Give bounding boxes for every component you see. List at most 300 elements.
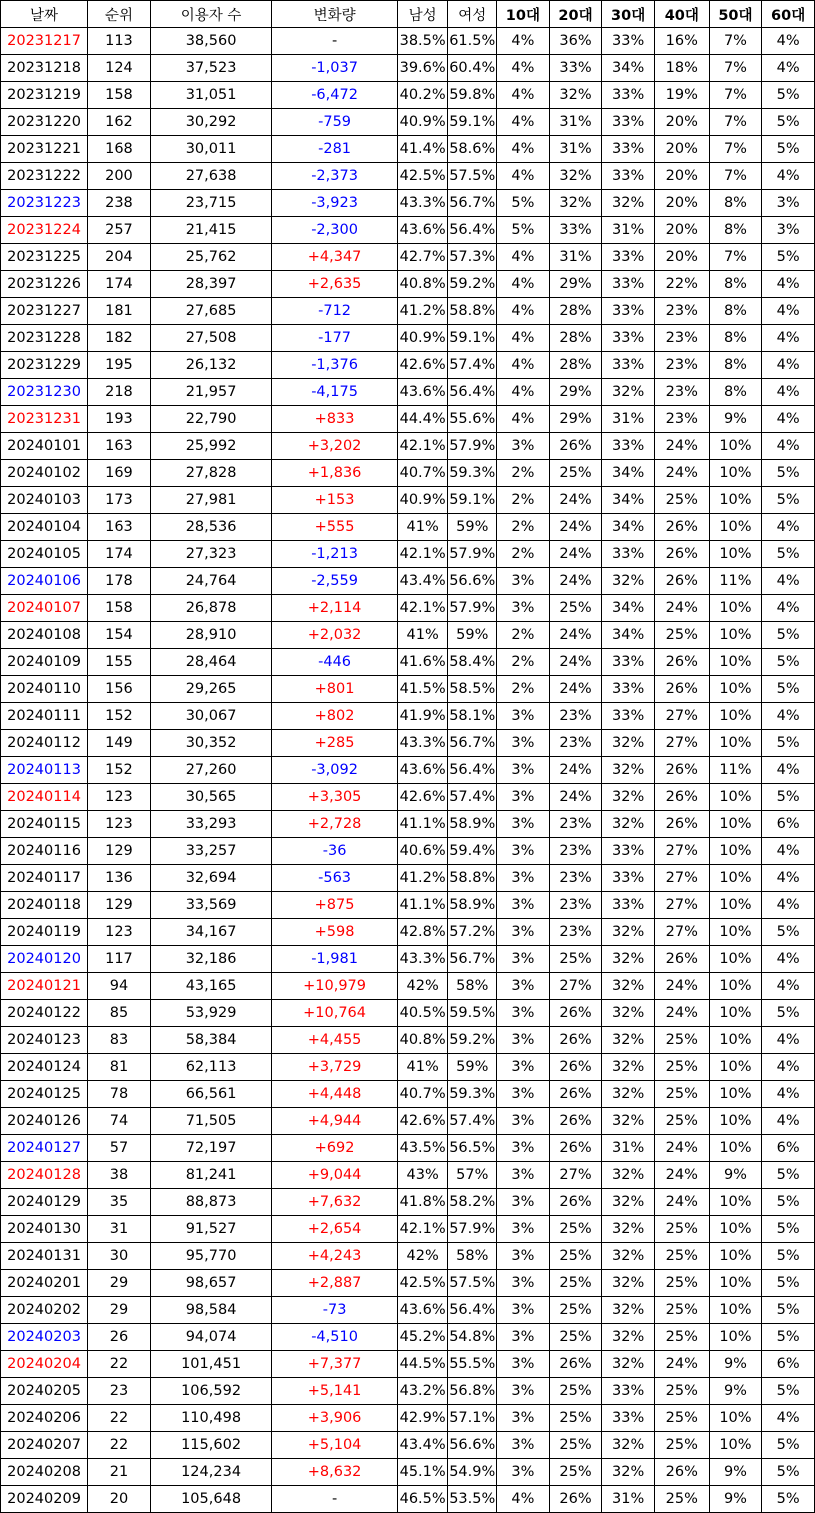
table-row	[1, 406, 815, 433]
users-cell: 30,565	[150, 784, 271, 811]
age-60s-cell: 5%	[762, 784, 815, 811]
change-cell: -759	[272, 109, 398, 136]
users-cell: 31,051	[150, 82, 271, 109]
table-row	[1, 1027, 815, 1054]
age-60s-cell: 3%	[762, 217, 815, 244]
age-10s-cell: 3%	[497, 1324, 550, 1351]
header-age-20s: 20대	[549, 1, 602, 28]
age-40s-cell: 24%	[654, 973, 709, 1000]
age-40s-cell: 22%	[654, 271, 709, 298]
change-cell: +2,887	[272, 1270, 398, 1297]
age-30s-cell: 32%	[602, 946, 655, 973]
male-cell: 40.9%	[397, 109, 448, 136]
age-30s-cell: 32%	[602, 1297, 655, 1324]
age-60s-cell: 4%	[762, 1108, 815, 1135]
age-40s-cell: 26%	[654, 514, 709, 541]
users-cell: 30,292	[150, 109, 271, 136]
female-cell: 59.2%	[448, 1027, 497, 1054]
age-20s-cell: 25%	[549, 946, 602, 973]
age-10s-cell: 4%	[497, 82, 550, 109]
age-50s-cell: 10%	[709, 1270, 762, 1297]
male-cell: 42.5%	[397, 163, 448, 190]
change-cell: -1,981	[272, 946, 398, 973]
male-cell: 42.6%	[397, 1108, 448, 1135]
female-cell: 59.1%	[448, 109, 497, 136]
female-cell: 59%	[448, 622, 497, 649]
age-10s-cell: 3%	[497, 1432, 550, 1459]
users-cell: 98,584	[150, 1297, 271, 1324]
male-cell: 43.6%	[397, 217, 448, 244]
male-cell: 43.4%	[397, 1432, 448, 1459]
male-cell: 45.2%	[397, 1324, 448, 1351]
change-cell: +2,032	[272, 622, 398, 649]
header-age-10s: 10대	[497, 1, 550, 28]
date-cell: 20240102	[1, 460, 88, 487]
age-10s-cell: 3%	[497, 1108, 550, 1135]
age-30s-cell: 32%	[602, 1027, 655, 1054]
date-cell: 20240105	[1, 541, 88, 568]
age-60s-cell: 4%	[762, 298, 815, 325]
age-50s-cell: 10%	[709, 730, 762, 757]
change-cell: +153	[272, 487, 398, 514]
date-cell: 20240107	[1, 595, 88, 622]
change-cell: +3,906	[272, 1405, 398, 1432]
table-row	[1, 433, 815, 460]
age-40s-cell: 27%	[654, 919, 709, 946]
age-40s-cell: 25%	[654, 1108, 709, 1135]
age-20s-cell: 23%	[549, 811, 602, 838]
age-50s-cell: 8%	[709, 298, 762, 325]
age-40s-cell: 20%	[654, 244, 709, 271]
date-cell: 20240205	[1, 1378, 88, 1405]
date-cell: 20231224	[1, 217, 88, 244]
age-20s-cell: 28%	[549, 325, 602, 352]
date-cell: 20240131	[1, 1243, 88, 1270]
table-row	[1, 82, 815, 109]
age-40s-cell: 23%	[654, 352, 709, 379]
male-cell: 40.9%	[397, 487, 448, 514]
age-30s-cell: 33%	[602, 136, 655, 163]
rank-cell: 78	[88, 1081, 151, 1108]
table-row	[1, 1189, 815, 1216]
age-60s-cell: 4%	[762, 703, 815, 730]
age-10s-cell: 3%	[497, 946, 550, 973]
age-20s-cell: 32%	[549, 82, 602, 109]
rank-cell: 94	[88, 973, 151, 1000]
table-row	[1, 649, 815, 676]
age-30s-cell: 32%	[602, 1189, 655, 1216]
age-60s-cell: 4%	[762, 973, 815, 1000]
female-cell: 57.3%	[448, 244, 497, 271]
age-50s-cell: 10%	[709, 1027, 762, 1054]
change-cell: +598	[272, 919, 398, 946]
age-20s-cell: 28%	[549, 352, 602, 379]
age-10s-cell: 2%	[497, 487, 550, 514]
rank-cell: 152	[88, 703, 151, 730]
table-row	[1, 973, 815, 1000]
age-20s-cell: 33%	[549, 55, 602, 82]
age-30s-cell: 32%	[602, 1000, 655, 1027]
date-cell: 20240206	[1, 1405, 88, 1432]
male-cell: 38.5%	[397, 28, 448, 55]
change-cell: +2,635	[272, 271, 398, 298]
users-cell: 33,569	[150, 892, 271, 919]
female-cell: 57%	[448, 1162, 497, 1189]
age-40s-cell: 25%	[654, 1378, 709, 1405]
users-cell: 28,397	[150, 271, 271, 298]
age-50s-cell: 10%	[709, 811, 762, 838]
age-60s-cell: 5%	[762, 541, 815, 568]
female-cell: 57.9%	[448, 541, 497, 568]
table-row	[1, 676, 815, 703]
rank-cell: 23	[88, 1378, 151, 1405]
table-row	[1, 703, 815, 730]
table-row	[1, 838, 815, 865]
age-10s-cell: 3%	[497, 811, 550, 838]
users-cell: 115,602	[150, 1432, 271, 1459]
age-20s-cell: 26%	[549, 1189, 602, 1216]
female-cell: 56.4%	[448, 217, 497, 244]
header-age-30s: 30대	[602, 1, 655, 28]
rank-cell: 182	[88, 325, 151, 352]
age-40s-cell: 25%	[654, 1270, 709, 1297]
age-20s-cell: 24%	[549, 514, 602, 541]
male-cell: 43.6%	[397, 757, 448, 784]
users-cell: 24,764	[150, 568, 271, 595]
female-cell: 57.4%	[448, 1108, 497, 1135]
age-10s-cell: 4%	[497, 1486, 550, 1513]
rank-cell: 26	[88, 1324, 151, 1351]
table-row	[1, 1216, 815, 1243]
age-10s-cell: 3%	[497, 1027, 550, 1054]
male-cell: 42.5%	[397, 1270, 448, 1297]
rank-cell: 174	[88, 541, 151, 568]
change-cell: -4,510	[272, 1324, 398, 1351]
age-50s-cell: 8%	[709, 352, 762, 379]
date-cell: 20240104	[1, 514, 88, 541]
age-60s-cell: 3%	[762, 190, 815, 217]
female-cell: 58.8%	[448, 865, 497, 892]
table-row	[1, 892, 815, 919]
date-cell: 20240208	[1, 1459, 88, 1486]
header-row	[1, 1, 815, 28]
table-row	[1, 1432, 815, 1459]
age-40s-cell: 27%	[654, 703, 709, 730]
users-cell: 30,011	[150, 136, 271, 163]
age-10s-cell: 3%	[497, 1405, 550, 1432]
age-30s-cell: 33%	[602, 352, 655, 379]
age-50s-cell: 7%	[709, 163, 762, 190]
age-30s-cell: 32%	[602, 1108, 655, 1135]
female-cell: 59.4%	[448, 838, 497, 865]
table-row	[1, 1297, 815, 1324]
age-10s-cell: 3%	[497, 1081, 550, 1108]
header-age-60s: 60대	[762, 1, 815, 28]
date-cell: 20240113	[1, 757, 88, 784]
table-row	[1, 244, 815, 271]
age-30s-cell: 32%	[602, 1459, 655, 1486]
age-50s-cell: 10%	[709, 838, 762, 865]
users-cell: 28,536	[150, 514, 271, 541]
table-row	[1, 325, 815, 352]
age-10s-cell: 3%	[497, 892, 550, 919]
table-row	[1, 811, 815, 838]
female-cell: 53.5%	[448, 1486, 497, 1513]
female-cell: 58.5%	[448, 676, 497, 703]
change-cell: +285	[272, 730, 398, 757]
age-20s-cell: 23%	[549, 892, 602, 919]
male-cell: 43.5%	[397, 1135, 448, 1162]
age-50s-cell: 10%	[709, 1216, 762, 1243]
male-cell: 43%	[397, 1162, 448, 1189]
table-row	[1, 946, 815, 973]
header-age-40s: 40대	[654, 1, 709, 28]
age-30s-cell: 33%	[602, 28, 655, 55]
change-cell: +801	[272, 676, 398, 703]
age-20s-cell: 24%	[549, 676, 602, 703]
age-60s-cell: 4%	[762, 595, 815, 622]
rank-cell: 193	[88, 406, 151, 433]
female-cell: 59%	[448, 1054, 497, 1081]
age-10s-cell: 3%	[497, 433, 550, 460]
users-cell: 43,165	[150, 973, 271, 1000]
female-cell: 56.4%	[448, 1297, 497, 1324]
age-40s-cell: 27%	[654, 838, 709, 865]
age-30s-cell: 32%	[602, 811, 655, 838]
age-10s-cell: 4%	[497, 28, 550, 55]
age-60s-cell: 5%	[762, 1189, 815, 1216]
male-cell: 40.8%	[397, 271, 448, 298]
users-cell: 105,648	[150, 1486, 271, 1513]
rank-cell: 30	[88, 1243, 151, 1270]
male-cell: 45.1%	[397, 1459, 448, 1486]
age-50s-cell: 10%	[709, 1000, 762, 1027]
rank-cell: 117	[88, 946, 151, 973]
male-cell: 42.6%	[397, 784, 448, 811]
age-50s-cell: 10%	[709, 946, 762, 973]
age-60s-cell: 4%	[762, 946, 815, 973]
male-cell: 40.9%	[397, 325, 448, 352]
rank-cell: 174	[88, 271, 151, 298]
age-20s-cell: 25%	[549, 1432, 602, 1459]
rank-cell: 168	[88, 136, 151, 163]
age-20s-cell: 26%	[549, 1135, 602, 1162]
users-cell: 32,186	[150, 946, 271, 973]
age-40s-cell: 27%	[654, 865, 709, 892]
age-30s-cell: 32%	[602, 1162, 655, 1189]
age-10s-cell: 3%	[497, 1459, 550, 1486]
age-50s-cell: 7%	[709, 82, 762, 109]
change-cell: +2,728	[272, 811, 398, 838]
age-10s-cell: 3%	[497, 1054, 550, 1081]
change-cell: +802	[272, 703, 398, 730]
users-cell: 27,638	[150, 163, 271, 190]
rank-cell: 173	[88, 487, 151, 514]
users-cell: 27,323	[150, 541, 271, 568]
age-20s-cell: 31%	[549, 136, 602, 163]
age-10s-cell: 3%	[497, 784, 550, 811]
female-cell: 56.4%	[448, 757, 497, 784]
age-50s-cell: 10%	[709, 487, 762, 514]
change-cell: -6,472	[272, 82, 398, 109]
users-cell: 62,113	[150, 1054, 271, 1081]
age-60s-cell: 5%	[762, 244, 815, 271]
age-40s-cell: 16%	[654, 28, 709, 55]
rank-cell: 195	[88, 352, 151, 379]
age-60s-cell: 5%	[762, 649, 815, 676]
users-cell: 22,790	[150, 406, 271, 433]
date-cell: 20240112	[1, 730, 88, 757]
date-cell: 20240109	[1, 649, 88, 676]
age-20s-cell: 26%	[549, 1351, 602, 1378]
female-cell: 56.7%	[448, 190, 497, 217]
users-cell: 25,992	[150, 433, 271, 460]
age-60s-cell: 5%	[762, 1486, 815, 1513]
users-cell: 28,464	[150, 649, 271, 676]
female-cell: 56.8%	[448, 1378, 497, 1405]
date-cell: 20240127	[1, 1135, 88, 1162]
age-60s-cell: 5%	[762, 460, 815, 487]
female-cell: 57.9%	[448, 595, 497, 622]
users-cell: 66,561	[150, 1081, 271, 1108]
age-30s-cell: 33%	[602, 298, 655, 325]
date-cell: 20231231	[1, 406, 88, 433]
age-40s-cell: 20%	[654, 217, 709, 244]
users-cell: 27,981	[150, 487, 271, 514]
table-row	[1, 1378, 815, 1405]
age-10s-cell: 4%	[497, 379, 550, 406]
date-cell: 20240130	[1, 1216, 88, 1243]
change-cell: +2,114	[272, 595, 398, 622]
rank-cell: 83	[88, 1027, 151, 1054]
female-cell: 56.6%	[448, 568, 497, 595]
age-30s-cell: 31%	[602, 406, 655, 433]
age-20s-cell: 31%	[549, 244, 602, 271]
age-50s-cell: 7%	[709, 136, 762, 163]
male-cell: 41.1%	[397, 811, 448, 838]
age-50s-cell: 10%	[709, 649, 762, 676]
rank-cell: 204	[88, 244, 151, 271]
header-male: 남성	[397, 1, 448, 28]
male-cell: 40.6%	[397, 838, 448, 865]
change-cell: +3,202	[272, 433, 398, 460]
age-10s-cell: 3%	[497, 568, 550, 595]
date-cell: 20240108	[1, 622, 88, 649]
age-40s-cell: 25%	[654, 1486, 709, 1513]
age-60s-cell: 4%	[762, 433, 815, 460]
age-60s-cell: 4%	[762, 1054, 815, 1081]
users-cell: 95,770	[150, 1243, 271, 1270]
age-40s-cell: 27%	[654, 892, 709, 919]
date-cell: 20240114	[1, 784, 88, 811]
rank-cell: 152	[88, 757, 151, 784]
age-10s-cell: 2%	[497, 622, 550, 649]
date-cell: 20240123	[1, 1027, 88, 1054]
date-cell: 20231230	[1, 379, 88, 406]
date-cell: 20231219	[1, 82, 88, 109]
age-50s-cell: 10%	[709, 1432, 762, 1459]
change-cell: -1,213	[272, 541, 398, 568]
change-cell: +3,729	[272, 1054, 398, 1081]
table-row	[1, 568, 815, 595]
male-cell: 41.8%	[397, 1189, 448, 1216]
date-cell: 20240124	[1, 1054, 88, 1081]
age-40s-cell: 25%	[654, 1081, 709, 1108]
table-body	[1, 28, 815, 1513]
rank-cell: 29	[88, 1270, 151, 1297]
male-cell: 42.8%	[397, 919, 448, 946]
age-40s-cell: 26%	[654, 676, 709, 703]
table-row	[1, 784, 815, 811]
age-20s-cell: 26%	[549, 1054, 602, 1081]
age-30s-cell: 34%	[602, 487, 655, 514]
rank-cell: 81	[88, 1054, 151, 1081]
rank-cell: 85	[88, 1000, 151, 1027]
users-cell: 30,067	[150, 703, 271, 730]
users-cell: 101,451	[150, 1351, 271, 1378]
age-20s-cell: 25%	[549, 1216, 602, 1243]
change-cell: +4,448	[272, 1081, 398, 1108]
users-cell: 88,873	[150, 1189, 271, 1216]
age-20s-cell: 24%	[549, 757, 602, 784]
female-cell: 60.4%	[448, 55, 497, 82]
age-60s-cell: 4%	[762, 514, 815, 541]
age-50s-cell: 10%	[709, 595, 762, 622]
age-10s-cell: 5%	[497, 217, 550, 244]
male-cell: 42.9%	[397, 1405, 448, 1432]
users-cell: 23,715	[150, 190, 271, 217]
age-60s-cell: 6%	[762, 1135, 815, 1162]
age-20s-cell: 28%	[549, 298, 602, 325]
users-cell: 21,957	[150, 379, 271, 406]
users-cell: 53,929	[150, 1000, 271, 1027]
rank-cell: 124	[88, 55, 151, 82]
age-20s-cell: 29%	[549, 406, 602, 433]
rank-cell: 22	[88, 1351, 151, 1378]
age-40s-cell: 18%	[654, 55, 709, 82]
age-30s-cell: 34%	[602, 622, 655, 649]
age-50s-cell: 10%	[709, 676, 762, 703]
age-10s-cell: 4%	[497, 244, 550, 271]
change-cell: -712	[272, 298, 398, 325]
age-50s-cell: 10%	[709, 892, 762, 919]
change-cell: +10,764	[272, 1000, 398, 1027]
age-10s-cell: 3%	[497, 703, 550, 730]
age-40s-cell: 24%	[654, 1351, 709, 1378]
age-40s-cell: 26%	[654, 1459, 709, 1486]
rank-cell: 136	[88, 865, 151, 892]
table-row	[1, 1054, 815, 1081]
age-10s-cell: 4%	[497, 325, 550, 352]
age-50s-cell: 10%	[709, 973, 762, 1000]
change-cell: +8,632	[272, 1459, 398, 1486]
rank-cell: 22	[88, 1405, 151, 1432]
date-cell: 20231226	[1, 271, 88, 298]
age-50s-cell: 11%	[709, 757, 762, 784]
header-rank: 순위	[88, 1, 151, 28]
age-20s-cell: 25%	[549, 1459, 602, 1486]
age-10s-cell: 3%	[497, 730, 550, 757]
users-cell: 106,592	[150, 1378, 271, 1405]
age-10s-cell: 3%	[497, 838, 550, 865]
female-cell: 58.2%	[448, 1189, 497, 1216]
male-cell: 42.1%	[397, 541, 448, 568]
age-30s-cell: 32%	[602, 784, 655, 811]
age-30s-cell: 32%	[602, 190, 655, 217]
age-60s-cell: 4%	[762, 1405, 815, 1432]
date-cell: 20240111	[1, 703, 88, 730]
age-20s-cell: 23%	[549, 919, 602, 946]
